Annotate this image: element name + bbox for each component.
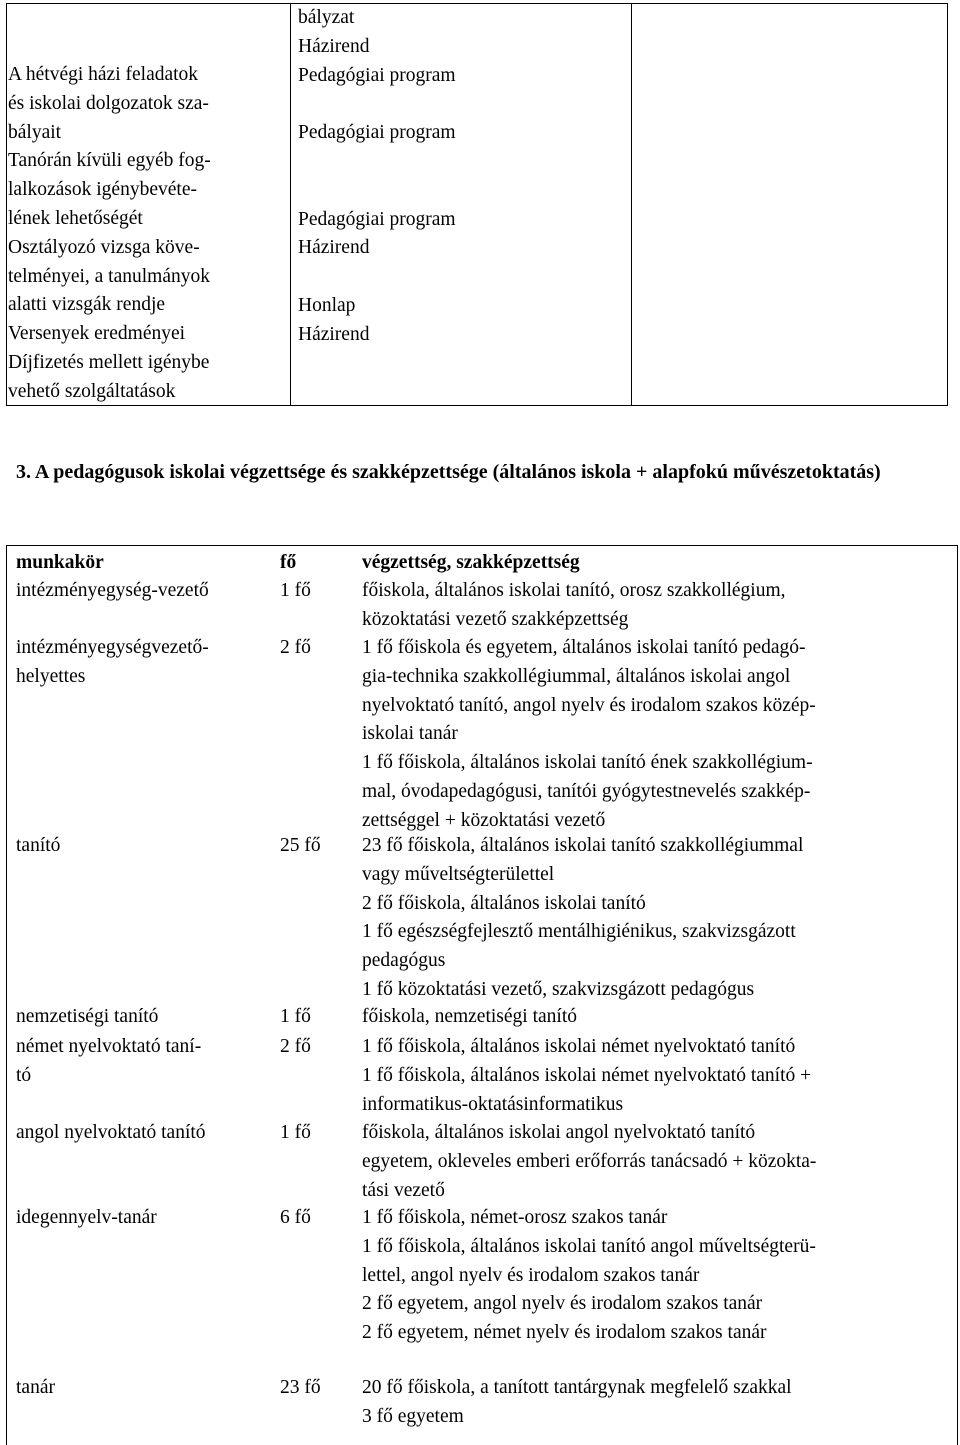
section-heading: 3. A pedagógusok iskolai végzettsége és szakképzettsége (általános iskola + alapfokú művészetoktatás) — [16, 461, 881, 483]
source-text: Pedagógiai program — [298, 122, 456, 144]
role-cell: nemzetiségi tanító — [16, 1006, 159, 1027]
count-cell: 25 fő — [280, 835, 321, 856]
role-cell: intézményegységvezető- helyettes — [16, 637, 209, 687]
role-cell: tanító — [16, 835, 61, 856]
policy-topics-column — [8, 61, 211, 407]
policy-topic: Tanórán kívüli egyéb fog- lalkozások igénybevéte- lének lehetőségét — [8, 150, 211, 229]
source-text: bályzat — [298, 7, 355, 28]
source-text: Honlap — [298, 294, 356, 316]
column-header-role: munkakör — [16, 552, 104, 573]
count-cell: 2 fő — [280, 637, 311, 658]
count-cell: 1 fő — [280, 1122, 311, 1143]
source-text: Házirend — [298, 237, 370, 259]
source-text — [298, 148, 456, 177]
role-cell: idegennyelv-tanár — [16, 1207, 157, 1228]
source-text: Házirend — [298, 323, 370, 345]
qualification-cell: főiskola, nemzetiségi tanító — [362, 1006, 577, 1027]
source-text — [298, 263, 456, 292]
count-cell: 1 fő — [280, 580, 311, 601]
policy-topic: A hétvégi házi feladatok és iskolai dolgozatok sza- bályait — [8, 64, 209, 143]
qualification-cell: 20 fő főiskola, a tanított tantárgynak megfelelő szakkal 3 fő egyetem — [362, 1377, 792, 1427]
role-cell: intézményegység-vezető — [16, 580, 209, 601]
qualification-cell: 23 fő főiskola, általános iskolai tanító szakkollégiummal vagy műveltségterülettel 2 fő főiskola, általános iskolai tanító 1 fő egészségfejlesztő mentálhigiénikus, szakvizsgázott pedagógus 1 fő közoktatási vezető, szakvizsgázott pedagógus — [362, 835, 804, 1000]
role-cell: tanár — [16, 1377, 55, 1398]
policy-topic: Osztályozó vizsga köve- telményei, a tanulmányok alatti vizsgák rendje — [8, 236, 210, 316]
count-cell: 2 fő — [280, 1036, 311, 1057]
source-text — [298, 177, 456, 206]
column-header-qualification: végzettség, szakképzettség — [362, 552, 580, 573]
qualification-cell: főiskola, általános iskolai angol nyelvoktató tanító egyetem, okleveles emberi erőforrás tanácsadó + közokta- tási vezető — [362, 1122, 817, 1201]
policy-topic: Versenyek eredményei — [8, 323, 186, 345]
source-text: Házirend — [298, 35, 370, 57]
qualification-cell: 1 fő főiskola, általános iskolai német nyelvoktató tanító 1 fő főiskola, általános iskolai német nyelvoktató tanító + informatikus-oktatásinformatikus — [362, 1036, 812, 1115]
policy-topic: Díjfizetés mellett igénybe vehető szolgáltatások — [8, 351, 210, 402]
count-cell: 1 fő — [280, 1006, 311, 1027]
column-header-count: fő — [280, 552, 297, 573]
qualification-cell: 1 fő főiskola, német-orosz szakos tanár 1 fő főiskola, általános iskolai tanító angol műveltségterü- lettel, angol nyelv és irodalom szakos tanár 2 fő egyetem, angol nyelv és irodalom szakos tanár 2 fő egyetem, német nyelv és irodalom szakos tanár — [362, 1207, 816, 1344]
policy-source-column — [298, 4, 456, 350]
column-divider — [290, 4, 291, 405]
qualification-cell: főiskola, általános iskolai tanító, orosz szakkollégium, közoktatási vezető szakképzettség — [362, 580, 786, 630]
count-cell: 6 fő — [280, 1207, 311, 1228]
count-cell: 23 fő — [280, 1377, 321, 1398]
qualification-cell: 1 fő főiskola és egyetem, általános iskolai tanító pedagó- gia-technika szakkollégiummal, általános iskolai angol nyelvoktató tanító, angol nyelv és irodalom szakos közép- iskolai tanár 1 fő főiskola, általános iskolai tanító ének szakkollégium- mal, óvodapedagógusi, tanítói gyógytestnevelés szakkép- zettséggel + közoktatási vezető — [362, 637, 816, 831]
source-text: Pedagógiai program — [298, 64, 456, 86]
source-text: Pedagógiai program — [298, 208, 456, 230]
column-divider — [631, 4, 632, 405]
role-cell: angol nyelvoktató tanító — [16, 1122, 206, 1143]
role-cell: német nyelvoktató taní- tó — [16, 1036, 202, 1086]
source-text — [298, 90, 456, 119]
